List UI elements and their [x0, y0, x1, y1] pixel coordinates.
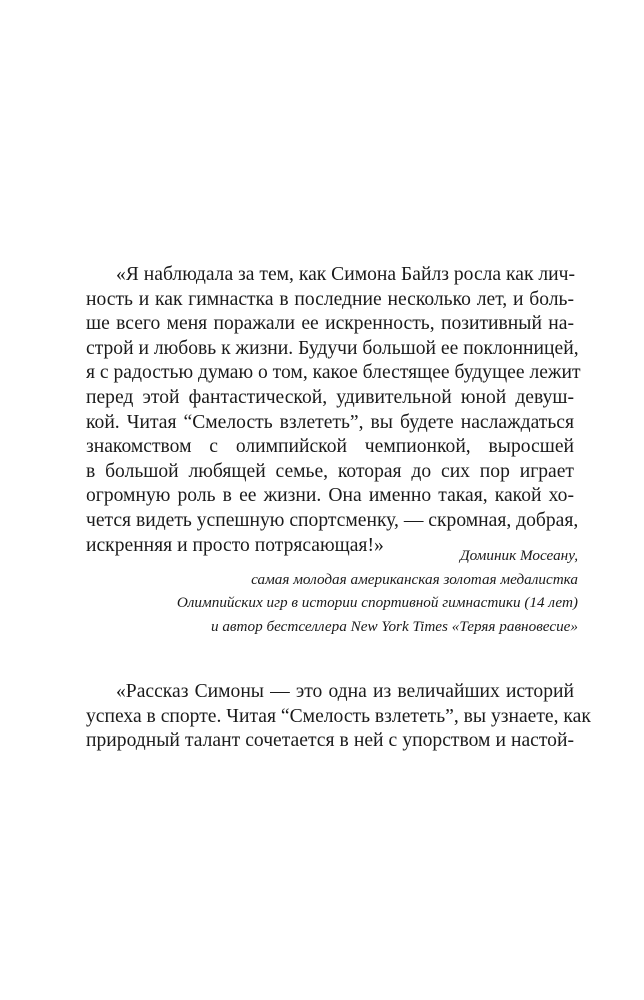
quote-1-line: огромную роль в ее жизни. Она именно такая, какой хо- [86, 485, 574, 507]
quote-1-line: перед этой фантастической, удивительной юной девуш- [86, 386, 574, 408]
attribution-line: и автор бестселлера New York Times «Теряя равновесие» [210, 617, 578, 635]
quote-1-line: знакомством с олимпийской чемпионкой, выросшей [86, 436, 574, 458]
quote-1-line: искренняя и просто потрясающая!» [86, 534, 384, 556]
quote-1-line: ность и как гимнастка в последние несколько лет, и боль- [86, 288, 574, 310]
quote-2-line: «Рассказ Симоны — это одна из величайших историй [116, 681, 574, 702]
attribution-line: Олимпийских игр в истории спортивной гимнастики (14 лет) [176, 594, 578, 612]
quote-block-2 [86, 680, 591, 754]
quote-block-1 [86, 263, 581, 558]
quote-1-line: ше всего меня поражали ее искренность, позитивный на- [86, 313, 574, 335]
quote-1-line: в большой любящей семье, которая до сих пор играет [86, 460, 574, 482]
quote-1-line: я с радостью думаю о том, какое блестящее будущее лежит [86, 362, 581, 384]
quote-1-line: строй и любовь к жизни. Будучи большой ее поклонницей, [86, 337, 579, 359]
quote-2-line: природный талант сочетается в ней с упорством и настой- [86, 730, 574, 752]
quote-1-line: кой. Читая “Смелость взлететь”, вы будете наслаждаться [86, 411, 574, 433]
quote-1-line: чется видеть успешную спортсменку, — скромная, добрая, [86, 509, 579, 531]
attribution-line: самая молодая американская золотая медалистка [251, 570, 578, 588]
attribution-author: Доминик Мосеану, [459, 547, 578, 564]
quote-1-line: «Я наблюдала за тем, как Симона Байлз росла как лич- [116, 264, 575, 285]
quote-2-line: успеха в спорте. Читая “Смелость взлететь”, вы узнаете, как [86, 705, 591, 727]
attribution-1 [86, 544, 578, 638]
